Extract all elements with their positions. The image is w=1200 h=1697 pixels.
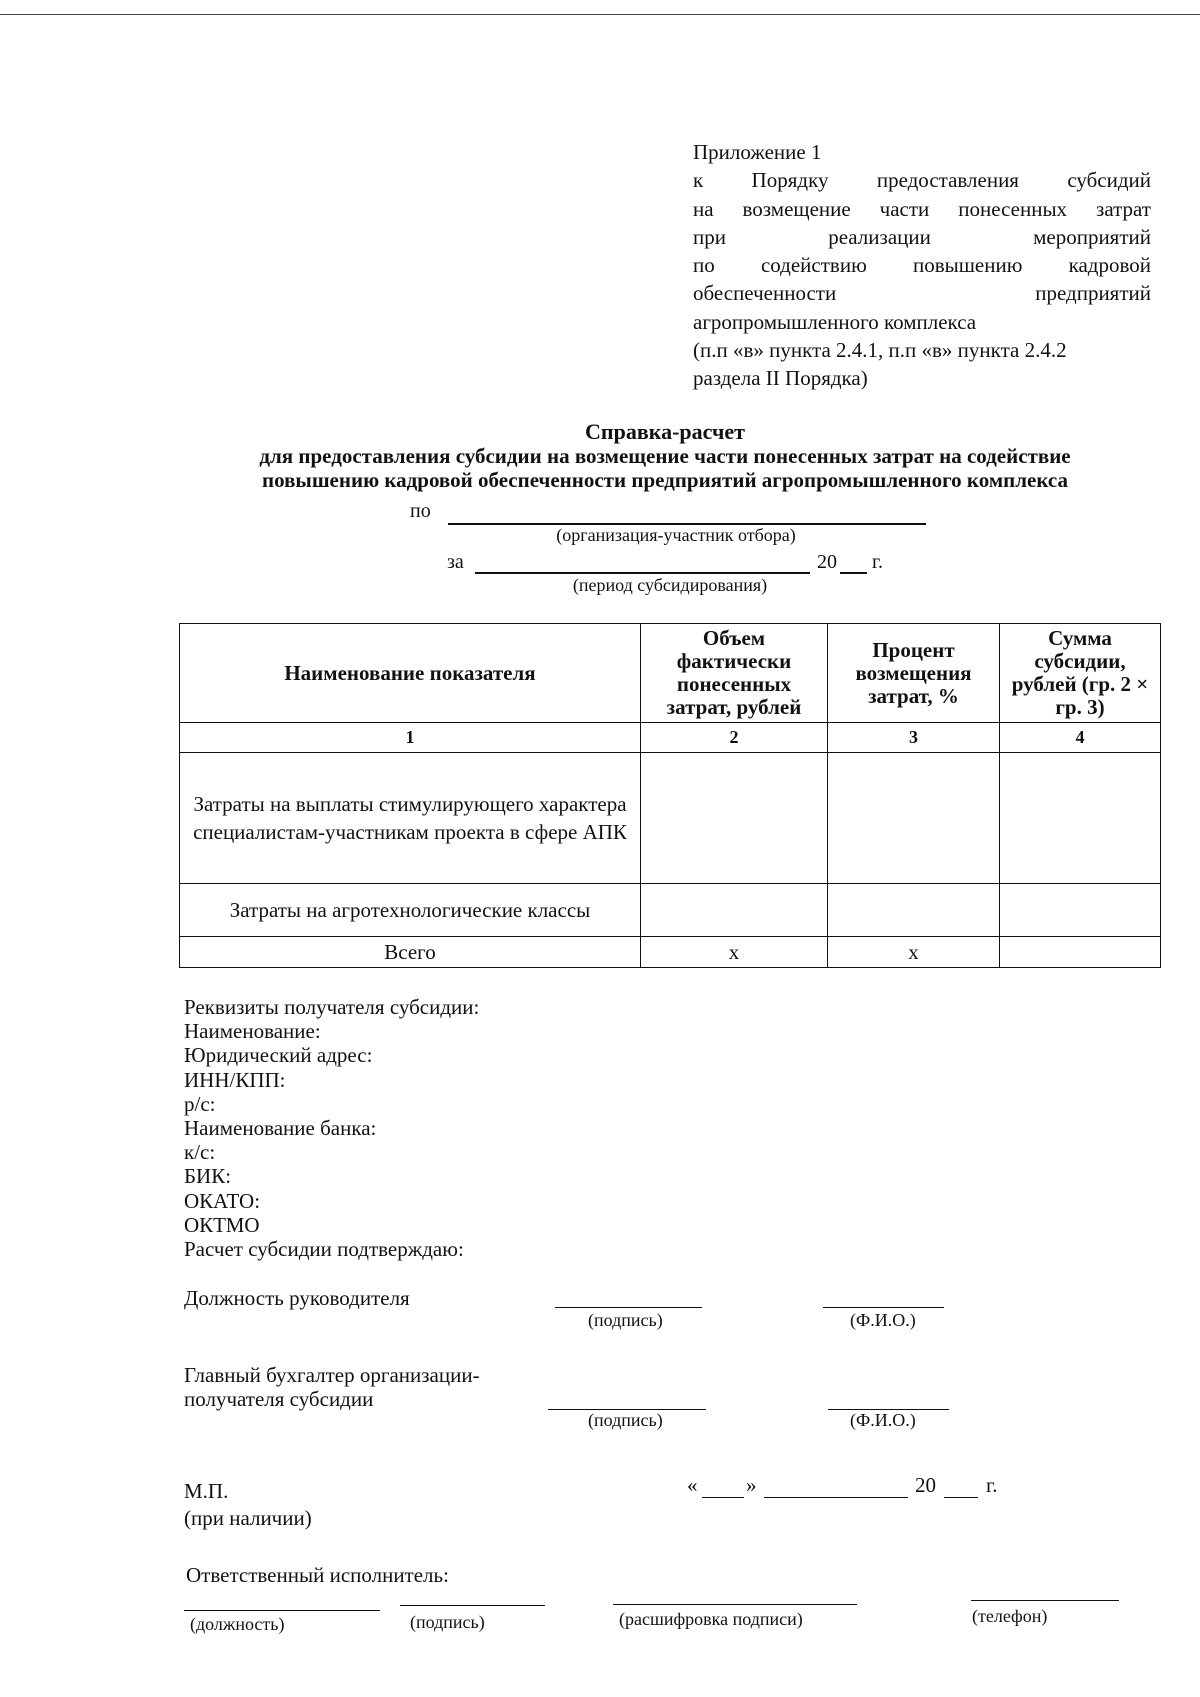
requisite-line: к/с: <box>184 1140 216 1165</box>
stamp-block <box>184 1478 312 1532</box>
row-name-cell: Затраты на агротехнологические классы <box>180 884 641 937</box>
table-header-cell: Объем фактически понесенных затрат, рублей <box>641 624 828 723</box>
phone-caption: (телефон) <box>972 1606 1048 1626</box>
top-rule <box>0 14 1200 15</box>
appendix-line: раздела II Порядка) <box>693 366 868 391</box>
table-header-cell: Сумма субсидии, рублей (гр. 2 × гр. 3) <box>1000 624 1161 723</box>
appendix-line: (п.п «в» пункта 2.4.1, п.п «в» пункта 2.4.2 <box>693 338 1067 363</box>
title-line: Справка-расчет <box>585 419 745 444</box>
date-year-suffix: г. <box>986 1473 998 1497</box>
period-year-suffix: г. <box>872 551 883 573</box>
column-number: 3 <box>828 723 1000 753</box>
stamp-note: (при наличии) <box>184 1506 312 1530</box>
org-caption: (организация-участник отбора) <box>556 525 796 545</box>
title-line: для предоставления субсидии на возмещение части понесенных затрат на содействие <box>259 444 1071 468</box>
table-row <box>180 884 1161 937</box>
head-signature-caption: (подпись) <box>588 1310 663 1330</box>
appendix-line: агропромышленного комплекса <box>693 309 977 334</box>
period-field-line[interactable] <box>475 572 810 574</box>
phone-line[interactable] <box>971 1600 1119 1601</box>
date-open-quote: « <box>687 1473 698 1497</box>
appendix-line: на возмещение части понесенных затрат <box>693 196 1151 221</box>
table-number-row <box>180 723 1161 753</box>
table-cell[interactable] <box>828 884 1000 937</box>
requisite-line: Расчет субсидии подтверждаю: <box>184 1237 464 1262</box>
title-line: повышению кадровой обеспеченности предприятий агропромышленного комплекса <box>262 468 1068 492</box>
row-name-cell: Всего <box>180 937 641 968</box>
head-name-caption: (Ф.И.О.) <box>850 1310 916 1330</box>
appendix-line: Приложение 1 <box>693 140 822 164</box>
table-row <box>180 753 1161 884</box>
decoding-line[interactable] <box>613 1604 857 1605</box>
requisite-line: Реквизиты получателя субсидии: <box>184 995 480 1019</box>
period-prefix: за <box>447 551 464 573</box>
requisite-line: Наименование банка: <box>184 1116 377 1141</box>
signature-line[interactable] <box>400 1605 545 1606</box>
table-header-cell: Процент возмещения затрат, % <box>828 624 1000 723</box>
table-cell[interactable] <box>1000 753 1161 884</box>
head-signature-line[interactable] <box>555 1307 702 1308</box>
stamp-label: М.П. <box>184 1479 229 1503</box>
requisites-block <box>184 995 479 1261</box>
table-cell[interactable] <box>641 753 828 884</box>
appendix-line: к Порядку предоставления субсидий <box>693 168 1151 193</box>
appendix-line: по содействию повышению кадровой <box>693 253 1151 278</box>
requisite-line: Наименование: <box>184 1019 321 1044</box>
date-year-prefix: 20 <box>915 1473 936 1497</box>
period-year-field-line[interactable] <box>840 572 867 574</box>
column-number: 4 <box>1000 723 1161 753</box>
requisite-line: ОКАТО: <box>184 1188 261 1213</box>
requisite-line: ОКТМО <box>184 1212 260 1237</box>
accountant-signature-caption: (подпись) <box>588 1410 663 1430</box>
column-number: 2 <box>641 723 828 753</box>
position-caption: (должность) <box>190 1614 285 1634</box>
column-number: 1 <box>180 723 641 753</box>
period-caption: (период субсидирования) <box>572 575 768 595</box>
calculation-table <box>179 623 1161 968</box>
requisite-line: ИНН/КПП: <box>184 1067 286 1092</box>
table-total-row <box>180 937 1161 968</box>
document-title <box>140 420 1190 492</box>
requisite-line: Юридический адрес: <box>184 1043 373 1068</box>
signature-caption: (подпись) <box>410 1612 485 1632</box>
org-prefix: по <box>410 500 431 522</box>
table-header-cell: Наименование показателя <box>180 624 641 723</box>
responsible-label: Ответственный исполнитель: <box>186 1563 449 1587</box>
decoding-caption: (расшифровка подписи) <box>619 1609 803 1629</box>
requisite-line: БИК: <box>184 1164 232 1189</box>
accountant-name-caption: (Ф.И.О.) <box>850 1410 916 1430</box>
requisite-line: р/с: <box>184 1091 216 1116</box>
appendix-line: при реализации мероприятий <box>693 224 1151 249</box>
date-day-line[interactable] <box>702 1497 744 1498</box>
table-cell[interactable] <box>1000 937 1161 968</box>
accountant-label <box>184 1363 480 1411</box>
row-name-cell: Затраты на выплаты стимулирующего характера специалистам-участникам проекта в сфере АПК <box>180 753 641 884</box>
appendix-line: обеспеченности предприятий <box>693 281 1151 306</box>
head-label: Должность руководителя <box>184 1286 410 1310</box>
accountant-label-line: Главный бухгалтер организации- <box>184 1363 480 1387</box>
table-header-row <box>180 624 1161 723</box>
head-name-line[interactable] <box>823 1307 944 1308</box>
date-month-line[interactable] <box>764 1497 908 1498</box>
position-line[interactable] <box>184 1610 380 1611</box>
table-cell: х <box>828 937 1000 968</box>
table-cell: х <box>641 937 828 968</box>
date-close-quote: » <box>746 1473 757 1497</box>
table-cell[interactable] <box>828 753 1000 884</box>
period-year-prefix: 20 <box>817 551 837 573</box>
table-cell[interactable] <box>1000 884 1161 937</box>
table-cell[interactable] <box>641 884 828 937</box>
date-year-line[interactable] <box>944 1497 978 1498</box>
appendix-block <box>693 138 1151 393</box>
accountant-label-line: получателя субсидии <box>184 1387 374 1411</box>
